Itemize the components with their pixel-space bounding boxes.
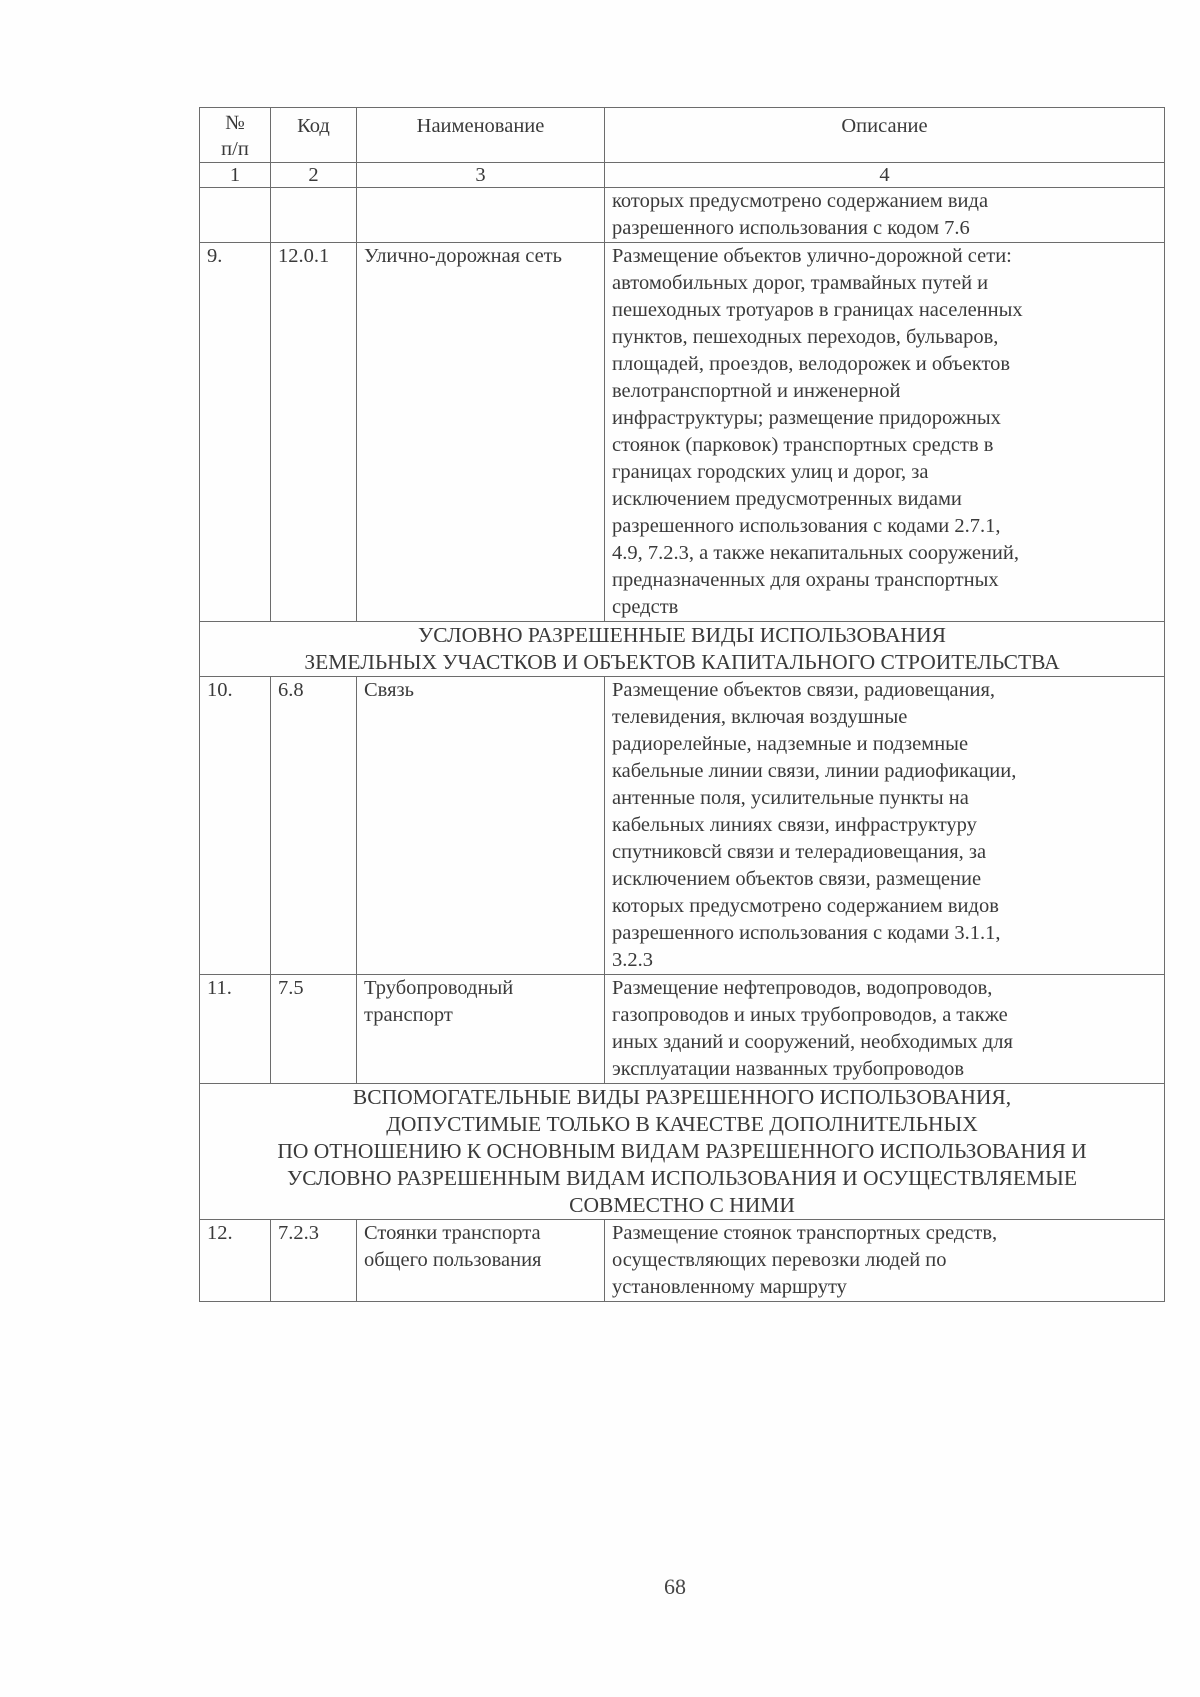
description-line: кабельных линиях связи, инфраструктуру	[612, 814, 977, 836]
description-line: границах городских улиц и дорог, за	[612, 461, 929, 483]
description-line: 4.9, 7.2.3, а также некапитальных сооружений,	[612, 542, 1019, 564]
header-description: Описание	[605, 108, 1165, 163]
row-code: 6.8	[271, 677, 357, 975]
column-number: 4	[605, 163, 1165, 188]
description-line: разрешенного использования с кодом 7.6	[612, 217, 970, 239]
section-heading-line: ЗЕМЕЛЬНЫХ УЧАСТКОВ И ОБЪЕКТОВ КАПИТАЛЬНОГО СТРОИТЕЛЬСТВА	[304, 650, 1060, 674]
section-heading-line: УСЛОВНО РАЗРЕШЕННЫМ ВИДАМ ИСПОЛЬЗОВАНИЯ И ОСУЩЕСТВЛЯЕМЫЕ	[286, 1166, 1077, 1190]
section-heading-conditional	[200, 622, 1165, 677]
row-description	[605, 188, 1165, 243]
row-name-line: транспорт	[364, 1004, 453, 1026]
land-use-table	[199, 107, 1165, 1302]
table-row-10	[200, 677, 1165, 975]
description-line: площадей, проездов, велодорожек и объектов	[612, 353, 1011, 375]
row-description	[605, 975, 1165, 1084]
section-heading-line: ПО ОТНОШЕНИЮ К ОСНОВНЫМ ВИДАМ РАЗРЕШЕННОГО ИСПОЛЬЗОВАНИЯ И	[277, 1139, 1087, 1163]
row-code: 12.0.1	[271, 243, 357, 622]
description-line: пунктов, пешеходных переходов, бульваров,	[612, 326, 999, 348]
section-heading-cell	[200, 622, 1165, 677]
row-num: 11.	[200, 975, 271, 1084]
row-description	[605, 243, 1165, 622]
row-description	[605, 677, 1165, 975]
description-line: исключением предусмотренных видами	[612, 488, 962, 510]
description-line: спутниковсй связи и телерадиовещания, за	[612, 841, 987, 863]
row-name-line: Улично-дорожная сеть	[364, 245, 562, 267]
row-code: 7.5	[271, 975, 357, 1084]
row-name	[357, 975, 605, 1084]
row-name-line: Трубопроводный	[364, 977, 514, 999]
description-line: осуществляющих перевозки людей по	[612, 1249, 947, 1271]
description-line: 3.2.3	[612, 949, 653, 971]
description-line: разрешенного использования с кодами 3.1.1,	[612, 922, 1001, 944]
column-number: 2	[271, 163, 357, 188]
section-heading-line: СОВМЕСТНО С НИМИ	[569, 1193, 795, 1217]
description-line: установленному маршруту	[612, 1276, 847, 1298]
row-description	[605, 1220, 1165, 1302]
description-line: Размещение объектов улично-дорожной сети:	[612, 245, 1012, 267]
table-row-continuation	[200, 188, 1165, 243]
row-num	[200, 188, 271, 243]
header-name: Наименование	[357, 108, 605, 163]
description-line: телевидения, включая воздушные	[612, 706, 908, 728]
header-num	[200, 108, 271, 163]
row-name	[357, 188, 605, 243]
description-line: радиорелейные, надземные и подземные	[612, 733, 969, 755]
description-line: Размещение стоянок транспортных средств,	[612, 1222, 998, 1244]
description-line: предназначенных для охраны транспортных	[612, 569, 999, 591]
description-line: иных зданий и сооружений, необходимых для	[612, 1031, 1013, 1053]
description-line: разрешенного использования с кодами 2.7.1,	[612, 515, 1001, 537]
section-heading-line: ДОПУСТИМЫЕ ТОЛЬКО В КАЧЕСТВЕ ДОПОЛНИТЕЛЬНЫХ	[386, 1112, 978, 1136]
description-line: автомобильных дорог, трамвайных путей и	[612, 272, 989, 294]
header-code: Код	[271, 108, 357, 163]
row-code: 7.2.3	[271, 1220, 357, 1302]
description-line: газопроводов и иных трубопроводов, а также	[612, 1004, 1008, 1026]
description-line: которых предусмотрено содержанием вида	[612, 190, 989, 212]
description-line: стоянок (парковок) транспортных средств в	[612, 434, 994, 456]
column-number: 1	[200, 163, 271, 188]
row-name-line: Стоянки транспорта	[364, 1222, 541, 1244]
section-heading-auxiliary	[200, 1084, 1165, 1220]
description-line: средств	[612, 596, 679, 618]
column-number-row	[200, 163, 1165, 188]
row-name-line: общего пользования	[364, 1249, 542, 1271]
column-number: 3	[357, 163, 605, 188]
table-header-row	[200, 108, 1165, 163]
table-row-12	[200, 1220, 1165, 1302]
description-line: инфраструктуры; размещение придорожных	[612, 407, 1001, 429]
description-line: исключением объектов связи, размещение	[612, 868, 982, 890]
row-code	[271, 188, 357, 243]
section-heading-line: УСЛОВНО РАЗРЕШЕННЫЕ ВИДЫ ИСПОЛЬЗОВАНИЯ	[418, 623, 946, 647]
row-num: 10.	[200, 677, 271, 975]
description-line: велотранспортной и инженерной	[612, 380, 901, 402]
row-name	[357, 243, 605, 622]
section-heading-cell	[200, 1084, 1165, 1220]
row-name: Связь	[357, 677, 605, 975]
page-number: 68	[664, 1574, 686, 1599]
description-line: Размещение нефтепроводов, водопроводов,	[612, 977, 993, 999]
description-line: кабельные линии связи, линии радиофикации,	[612, 760, 1017, 782]
description-line: пешеходных тротуаров в границах населенных	[612, 299, 1023, 321]
description-line: Размещение объектов связи, радиовещания,	[612, 679, 996, 701]
description-line: антенные поля, усилительные пункты на	[612, 787, 969, 809]
row-num: 9.	[200, 243, 271, 622]
row-name	[357, 1220, 605, 1302]
header-num-label: № п/п	[221, 112, 249, 160]
description-line: эксплуатации названных трубопроводов	[612, 1058, 965, 1080]
table-row-11	[200, 975, 1165, 1084]
table-row-9	[200, 243, 1165, 622]
section-heading-line: ВСПОМОГАТЕЛЬНЫЕ ВИДЫ РАЗРЕШЕННОГО ИСПОЛЬЗОВАНИЯ,	[352, 1085, 1012, 1109]
description-line: которых предусмотрено содержанием видов	[612, 895, 999, 917]
row-num: 12.	[200, 1220, 271, 1302]
